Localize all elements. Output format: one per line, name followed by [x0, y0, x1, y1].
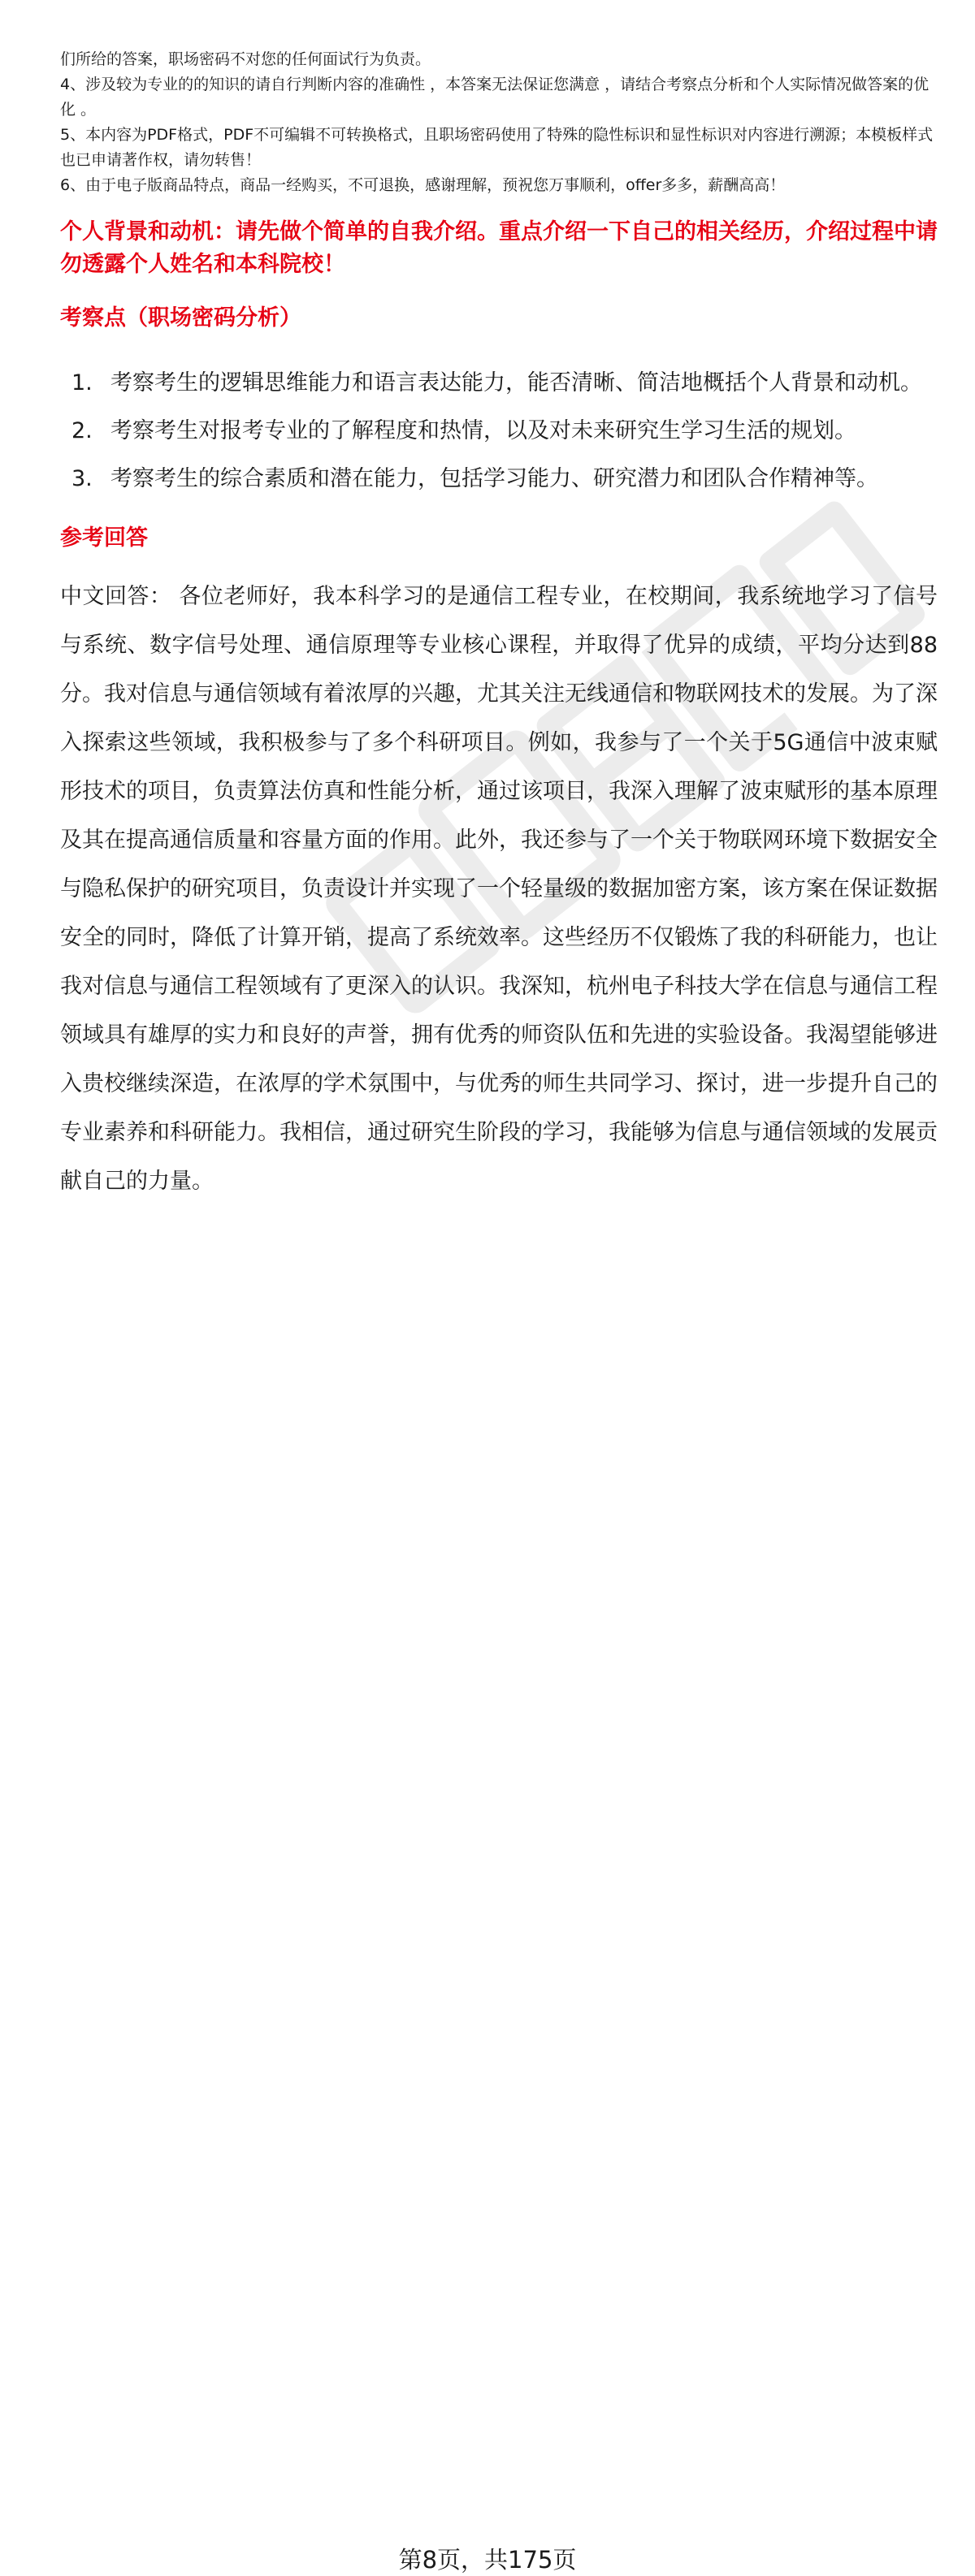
key-point-item: [60, 407, 938, 455]
note-line: 4、涉及较为专业的的知识的请自行判断内容的准确性 ，本答案无法保证您满意 ，请结合考察点分析和个人实际情况做答案的优化 。: [60, 76, 930, 119]
notes-block: [60, 47, 938, 198]
key-points-title: 考察点（职场密码分析）: [60, 305, 301, 331]
reference-answer-text: 中文回答： 各位老师好，我本科学习的是通信工程专业，在校期间，我系统地学习了信号与系统、数字信号处理、通信原理等专业核心课程，并取得了优异的成绩，平均分达到88分。我对信息与通信领域有着浓厚的兴趣，尤其关注无线通信和物联网技术的发展。为了深入探索这些领域，我积极参与了多个科研项目。例如，我参与了一个关于5G通信中波束赋形技术的项目，负责算法仿真和性能分析，通过该项目，我深入理解了波束赋形的基本原理及其在提高通信质量和容量方面的作用。此外，我还参与了一个关于物联网环境下数据安全与隐私保护的研究项目，负责设计并实现了一个轻量级的数据加密方案，该方案在保证数据安全的同时，降低了计算开销，提高了系统效率。这些经历不仅锻炼了我的科研能力，也让我对信息与通信工程领域有了更深入的认识。我深知，杭州电子科技大学在信息与通信工程领域具有雄厚的实力和良好的声誉，拥有优秀的师资队伍和先进的实验设备。我渴望能够进入贵校继续深造，在浓厚的学术氛围中，与优秀的师生共同学习、探讨，进一步提升自己的专业素养和科研能力。我相信，通过研究生阶段的学习，我能够为信息与通信领域的发展贡献自己的力量。: [60, 584, 938, 1194]
key-point-text: 考察考生对报考专业的了解程度和热情，以及对未来研究生学习生活的规划。: [110, 418, 856, 443]
key-point-text: 考察考生的逻辑思维能力和语言表达能力，能否清晰、简洁地概括个人背景和动机。: [110, 370, 922, 395]
interview-question: 个人背景和动机：请先做个简单的自我介绍。重点介绍一下自己的相关经历，介绍过程中请勿透露个人姓名和本科院校！: [60, 219, 938, 277]
note-line: 5、本内容为PDF格式，PDF不可编辑不可转换格式，且职场密码使用了特殊的隐性标识和显性标识对内容进行溯源；本模板样式也已申请著作权，请勿转售！: [60, 126, 934, 169]
note-line: 们所给的答案，职场密码不对您的任何面试行为负责。: [60, 50, 431, 68]
key-point-item: [60, 455, 938, 503]
reference-answer-title: 参考回答: [60, 525, 148, 551]
key-point-number: 2.: [72, 418, 93, 443]
key-point-number: 1.: [72, 370, 93, 395]
key-point-number: 3.: [72, 466, 93, 491]
note-line: 6、由于电子版商品特点，商品一经购买，不可退换，感谢理解，预祝您万事顺利，offer多多，薪酬高高！: [60, 176, 786, 194]
document-page: [60, 47, 938, 1206]
key-points-list: [60, 359, 938, 503]
key-point-item: [60, 359, 938, 407]
page-footer: 第8页，共175页: [398, 2546, 577, 2574]
key-point-text: 考察考生的综合素质和潜在能力，包括学习能力、研究潜力和团队合作精神等。: [110, 466, 878, 491]
